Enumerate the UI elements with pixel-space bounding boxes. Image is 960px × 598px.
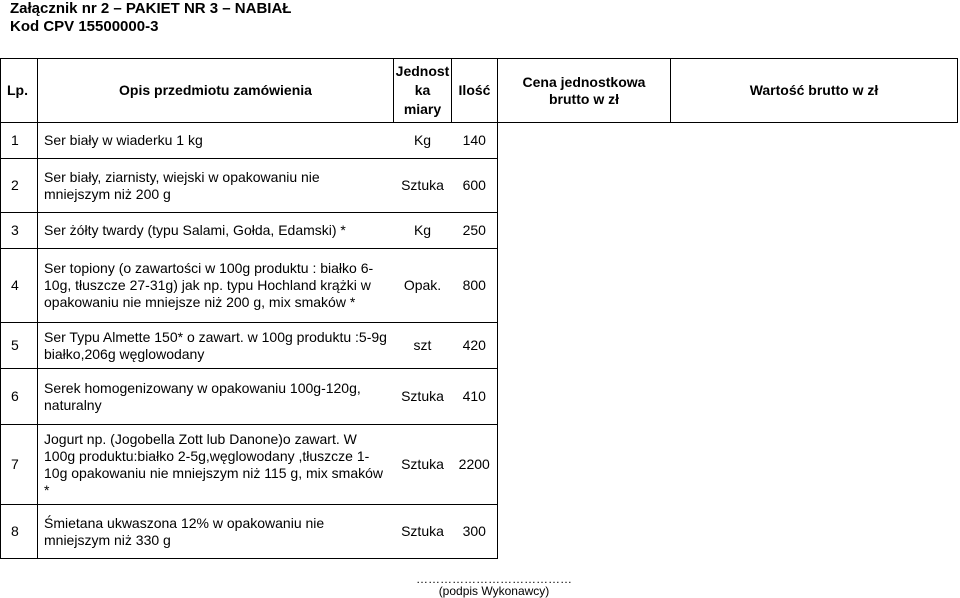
row-quantity: 250 bbox=[452, 213, 498, 249]
table-row bbox=[1, 323, 958, 369]
signature-dots: ………………………………… bbox=[416, 572, 572, 586]
signature-label: (podpis Wykonawcy) bbox=[438, 584, 550, 598]
row-value-empty bbox=[671, 369, 958, 425]
col-unit-header-l1: Jednost bbox=[395, 63, 450, 79]
col-quantity-header: Ilość bbox=[452, 59, 498, 123]
row-quantity: 140 bbox=[452, 123, 498, 159]
row-description: Śmietana ukwaszona 12% w opakowaniu nie mniejszym niż 330 g bbox=[38, 505, 394, 559]
col-unit-header-l2: ka bbox=[414, 82, 431, 98]
row-unit: Opak. bbox=[394, 249, 452, 323]
row-price-empty bbox=[498, 213, 671, 249]
row-value-empty bbox=[671, 123, 958, 159]
signature-block bbox=[404, 573, 584, 597]
row-unit: Sztuka bbox=[394, 369, 452, 425]
row-lp: 7 bbox=[1, 425, 38, 505]
table-row bbox=[1, 369, 958, 425]
row-lp: 5 bbox=[1, 323, 38, 369]
col-unit-header-l3: miary bbox=[403, 101, 442, 117]
row-description: Ser biały w wiaderku 1 kg bbox=[38, 123, 394, 159]
row-price-empty bbox=[498, 249, 671, 323]
table-row bbox=[1, 249, 958, 323]
col-price-header-l1: Cena jednostkowa bbox=[522, 73, 646, 90]
col-price-header-l2: brutto w zł bbox=[549, 90, 619, 107]
row-value-empty bbox=[671, 249, 958, 323]
col-lp-header: Lp. bbox=[1, 59, 38, 123]
row-quantity: 410 bbox=[452, 369, 498, 425]
row-description: Ser biały, ziarnisty, wiejski w opakowaniu nie mniejszym niż 200 g bbox=[38, 159, 394, 213]
row-description: Ser topiony (o zawartości w 100g produktu : białko 6-10g, tłuszcze 27-31g) jak np. typu Hochland krążki w opakowaniu nie mniejsze niż 200 g, mix smaków * bbox=[38, 249, 394, 323]
row-price-empty bbox=[498, 123, 671, 159]
table-header-row bbox=[1, 59, 958, 123]
table-row bbox=[1, 505, 958, 559]
row-unit: szt bbox=[394, 323, 452, 369]
row-unit: Sztuka bbox=[394, 159, 452, 213]
row-value-empty bbox=[671, 159, 958, 213]
row-quantity: 800 bbox=[452, 249, 498, 323]
table-row bbox=[1, 123, 958, 159]
row-lp: 2 bbox=[1, 159, 38, 213]
row-lp: 1 bbox=[1, 123, 38, 159]
row-lp: 3 bbox=[1, 213, 38, 249]
document-title: Załącznik nr 2 – PAKIET NR 3 – NABIAŁ bbox=[10, 0, 292, 17]
row-quantity: 600 bbox=[452, 159, 498, 213]
col-unit-header bbox=[394, 59, 452, 123]
row-lp: 6 bbox=[1, 369, 38, 425]
row-price-empty bbox=[498, 323, 671, 369]
col-description-header: Opis przedmiotu zamówienia bbox=[38, 59, 394, 123]
row-value-empty bbox=[671, 425, 958, 505]
row-quantity: 2200 bbox=[452, 425, 498, 505]
row-quantity: 300 bbox=[452, 505, 498, 559]
row-price-empty bbox=[498, 159, 671, 213]
col-value-header: Wartość brutto w zł bbox=[671, 59, 958, 123]
row-price-empty bbox=[498, 505, 671, 559]
row-description: Jogurt np. (Jogobella Zott lub Danone)o zawart. W 100g produktu:białko 2-5g,węglowodany ,tłuszcze 1-10g opakowaniu nie mniejszym niż 115 g, mix smaków * bbox=[38, 425, 394, 505]
row-description: Serek homogenizowany w opakowaniu 100g-120g, naturalny bbox=[38, 369, 394, 425]
row-value-empty bbox=[671, 213, 958, 249]
row-description: Ser żółty twardy (typu Salami, Gołda, Edamski) * bbox=[38, 213, 394, 249]
row-value-empty bbox=[671, 505, 958, 559]
cpv-code: Kod CPV 15500000-3 bbox=[10, 18, 159, 35]
row-unit: Kg bbox=[394, 123, 452, 159]
table-row bbox=[1, 159, 958, 213]
row-price-empty bbox=[498, 425, 671, 505]
row-unit: Sztuka bbox=[394, 505, 452, 559]
row-quantity: 420 bbox=[452, 323, 498, 369]
table-row bbox=[1, 425, 958, 505]
items-table bbox=[0, 58, 958, 559]
row-unit: Sztuka bbox=[394, 425, 452, 505]
row-value-empty bbox=[671, 323, 958, 369]
row-price-empty bbox=[498, 369, 671, 425]
col-price-header bbox=[498, 59, 671, 123]
table-row bbox=[1, 213, 958, 249]
row-lp: 8 bbox=[1, 505, 38, 559]
row-lp: 4 bbox=[1, 249, 38, 323]
row-description: Ser Typu Almette 150* o zawart. w 100g produktu :5-9g białko,206g węglowodany bbox=[38, 323, 394, 369]
row-unit: Kg bbox=[394, 213, 452, 249]
